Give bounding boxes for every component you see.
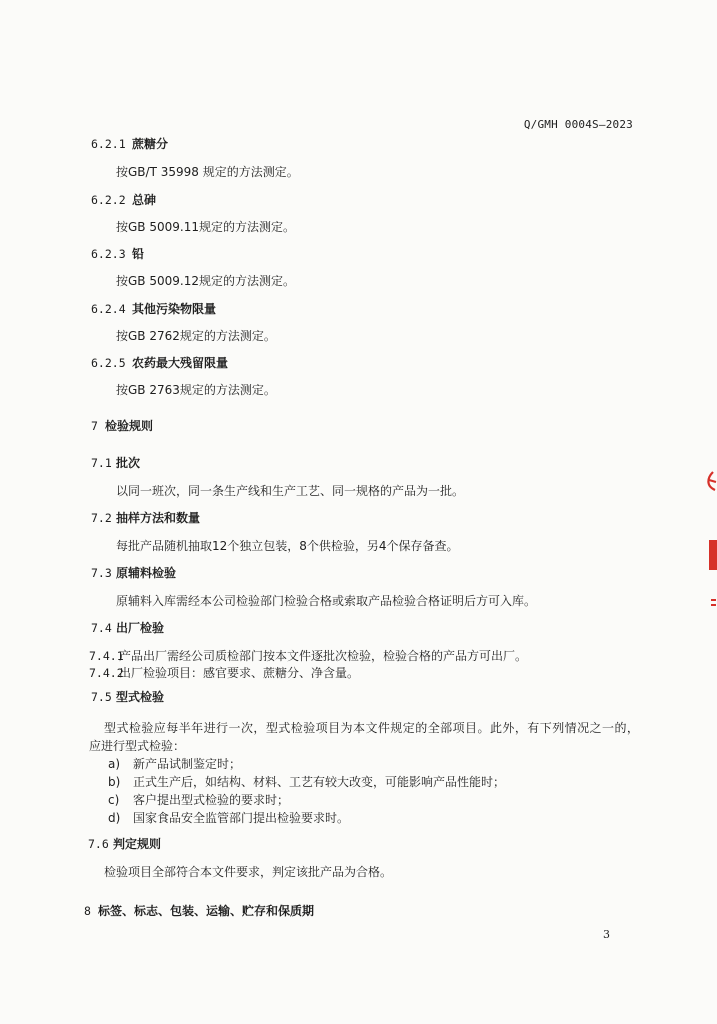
section-number: 7.5: [91, 690, 112, 704]
section-number: 7.3: [91, 566, 112, 580]
section-title: 检验规则: [105, 419, 154, 433]
section-number: 7: [91, 419, 98, 433]
heading-7-5: [91, 689, 164, 705]
heading-7-3: [91, 565, 176, 581]
heading-7-4: [91, 620, 164, 636]
paragraph: 按GB 5009.11规定的方法测定。: [116, 220, 295, 234]
heading-6-2-5: [91, 355, 228, 371]
seal-stamp-fragment: [703, 470, 717, 610]
heading-6-2-4: [91, 301, 216, 317]
paragraph: 检验项目全部符合本文件要求，判定该批产品为合格。: [104, 865, 393, 879]
list-text: 正式生产后，如结构、材料、工艺有较大改变，可能影响产品性能时；: [133, 775, 506, 789]
heading-7-2: [91, 510, 200, 526]
paragraph: 型式检验应每半年进行一次，型式检验项目为本文件规定的全部项目。此外，有下列情况之一的，: [104, 721, 640, 735]
seal-stroke: [708, 472, 716, 490]
heading-6-2-2: [91, 192, 156, 208]
section-title: 判定规则: [113, 837, 162, 851]
section-title: 蔗糖分: [132, 137, 169, 151]
paragraph: 按GB 2762规定的方法测定。: [116, 329, 276, 343]
list-text: 客户提出型式检验的要求时；: [133, 793, 290, 807]
clause-number: 7.4.2: [89, 666, 124, 680]
list-item: [108, 756, 241, 772]
heading-6-2-1: [91, 136, 168, 152]
section-number: 6.2.3: [91, 247, 126, 261]
clause-number: 7.4.1: [89, 649, 124, 663]
list-marker: d): [108, 811, 121, 825]
section-number: 8: [84, 904, 91, 918]
section-title: 总砷: [132, 193, 157, 207]
paragraph: 原辅料入库需经本公司检验部门检验合格或索取产品检验合格证明后方可入库。: [116, 594, 537, 608]
paragraph: 按GB 2763规定的方法测定。: [116, 383, 276, 397]
heading-7-6: [88, 836, 161, 852]
section-title: 型式检验: [116, 690, 165, 704]
list-marker: c): [108, 793, 120, 807]
section-title: 标签、标志、包装、运输、贮存和保质期: [98, 904, 315, 918]
page-number: 3: [603, 928, 610, 941]
section-title: 抽样方法和数量: [116, 511, 201, 525]
list-item: [108, 810, 349, 826]
section-title: 其他污染物限量: [132, 302, 217, 316]
clause-7-4-2: [89, 665, 359, 681]
paragraph: 每批产品随机抽取12个独立包装，8个供检验，另4个保存备查。: [116, 539, 459, 553]
section-number: 6.2.4: [91, 302, 126, 316]
section-title: 出厂检验: [116, 621, 165, 635]
paragraph: 以同一班次，同一条生产线和生产工艺、同一规格的产品为一批。: [116, 484, 465, 498]
section-number: 7.6: [88, 837, 109, 851]
clause-text: 出厂检验项目：感官要求、蔗糖分、净含量。: [119, 666, 360, 680]
heading-7: [91, 418, 153, 434]
clause-text: 产品出厂需经公司质检部门按本文件逐批次检验，检验合格的产品方可出厂。: [119, 649, 528, 663]
list-text: 国家食品安全监管部门提出检验要求时。: [133, 811, 350, 825]
clause-7-4-1: [89, 648, 527, 664]
document-code: Q/GMH 0004S—2023: [523, 118, 633, 131]
seal-stroke: [711, 600, 716, 605]
paragraph: 应进行型式检验：: [89, 739, 186, 753]
section-number: 6.2.2: [91, 193, 126, 207]
list-text: 新产品试制鉴定时；: [133, 757, 242, 771]
section-number: 6.2.1: [91, 137, 126, 151]
heading-6-2-3: [91, 246, 144, 262]
section-number: 6.2.5: [91, 356, 126, 370]
paragraph: 按GB/T 35998 规定的方法测定。: [116, 165, 299, 179]
heading-8: [84, 903, 314, 919]
section-title: 铅: [132, 247, 145, 261]
section-title: 农药最大残留限量: [132, 356, 229, 370]
heading-7-1: [91, 455, 140, 471]
section-title: 批次: [116, 456, 141, 470]
list-marker: a): [108, 757, 121, 771]
section-number: 7.1: [91, 456, 112, 470]
list-item: [108, 792, 289, 808]
section-title: 原辅料检验: [116, 566, 177, 580]
section-number: 7.4: [91, 621, 112, 635]
paragraph: 按GB 5009.12规定的方法测定。: [116, 274, 295, 288]
list-item: [108, 774, 505, 790]
seal-block: [709, 540, 717, 570]
list-marker: b): [108, 775, 121, 789]
section-number: 7.2: [91, 511, 112, 525]
